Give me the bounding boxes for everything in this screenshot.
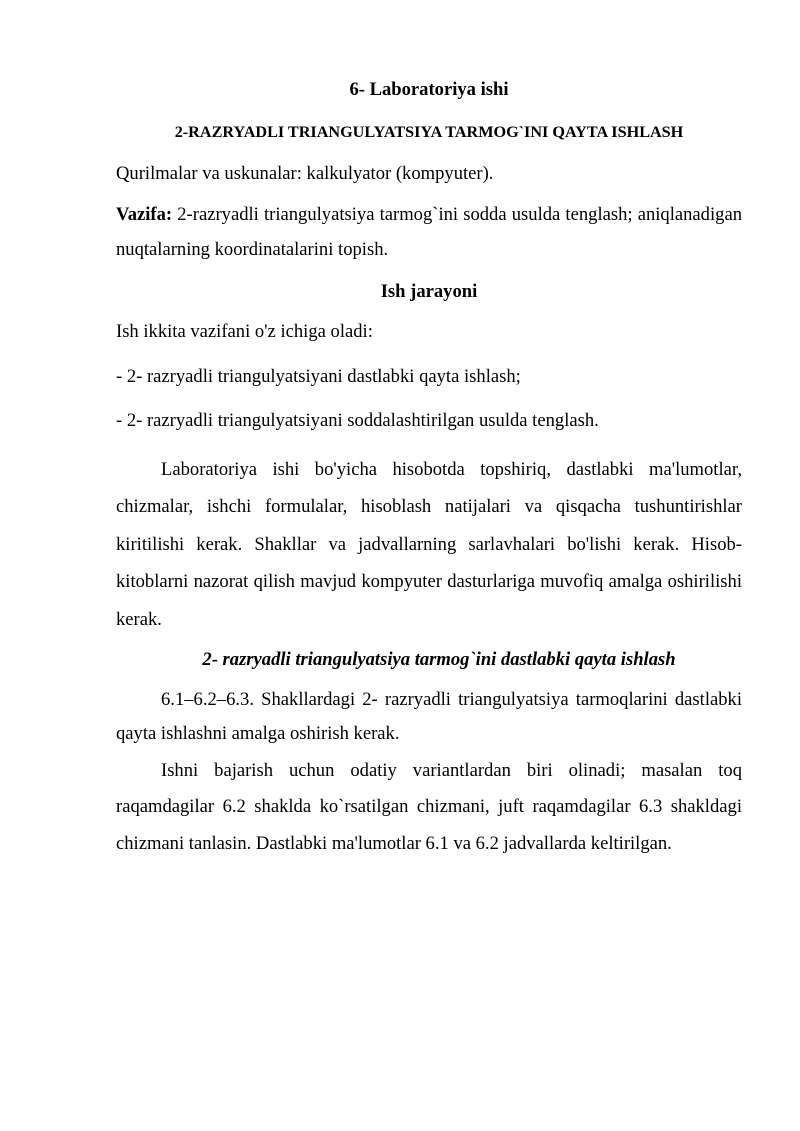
- list-item: - 2- razryadli triangulyatsiyani soddalashtirilgan usulda tenglash.: [116, 410, 599, 431]
- document-subtitle: 2-RAZRYADLI TRIANGULYATSIYA TARMOG`INI QAYTA ISHLASH: [174, 122, 684, 141]
- task-text: 2-razryadli triangulyatsiya tarmog`ini sodda usulda tenglash; aniqlanadigan nuqtalarning koordinatalarini topish.: [116, 203, 742, 260]
- report-paragraph: Laboratoriya ishi bo'yicha hisobotda topshiriq, dastlabki ma'lumotlar, chizmalar, ishchi formulalar, hisoblash natijalari va qisqacha tushuntirishlar kiritilishi kerak. Shakllar va jadvallarning sarlavhalari bo'lishi kerak. Hisob-kitoblarni nazorat qilish mavjud kompyuter dasturlariga muvofiq amalga oshirilishi kerak.: [116, 458, 742, 630]
- intro-line: Ish ikkita vazifani o'z ichiga oladi:: [116, 321, 373, 342]
- equipment-line: Qurilmalar va uskunalar: kalkulyator (kompyuter).: [116, 163, 494, 184]
- section-paragraph-2: Ishni bajarish uchun odatiy variantlardan biri olinadi; masalan toq raqamdagilar 6.2 shaklda ko`rsatilgan chizmani, juft raqamdagilar 6.3 shakldagi chizmani tanlasin. Dastlabki ma'lumotlar 6.1 va 6.2 jadvallarda keltirilgan.: [116, 759, 742, 854]
- document-title: 6- Laboratoriya ishi: [349, 79, 509, 100]
- task-paragraph: [116, 197, 742, 267]
- section-heading: 2- razryadli triangulyatsiya tarmog`ini dastlabki qayta ishlash: [202, 649, 676, 670]
- document-page: [116, 72, 742, 862]
- process-heading: Ish jarayoni: [380, 280, 478, 302]
- list-item: - 2- razryadli triangulyatsiyani dastlabki qayta ishlash;: [116, 365, 521, 387]
- section-paragraph-1: 6.1–6.2–6.3. Shakllardagi 2- razryadli triangulyatsiya tarmoqlarini dastlabki qayta ishlashni amalga oshirish kerak.: [116, 688, 742, 744]
- task-label: Vazifa:: [116, 203, 173, 225]
